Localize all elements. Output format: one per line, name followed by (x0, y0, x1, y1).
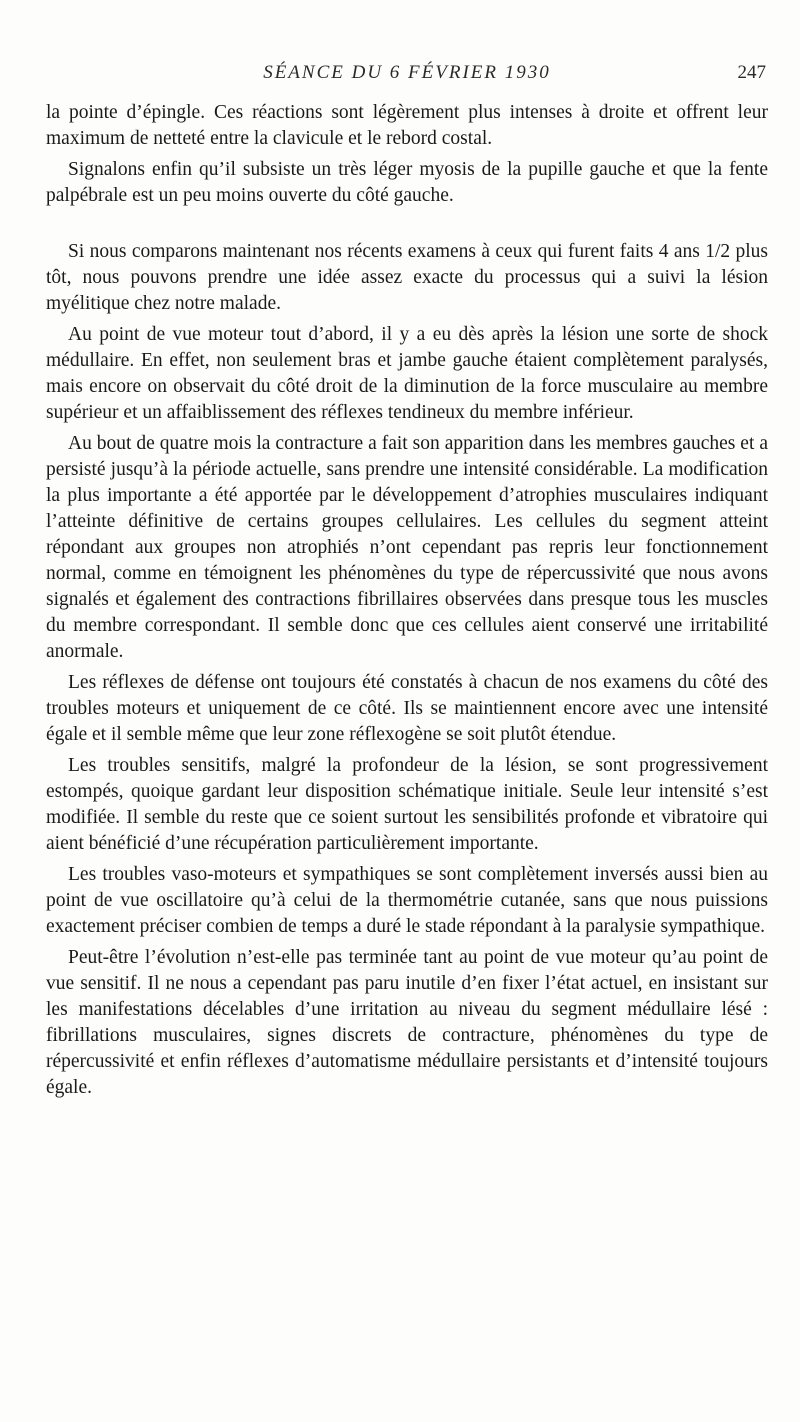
running-title: SÉANCE DU 6 FÉVRIER 1930 (263, 62, 551, 83)
body-text (46, 100, 768, 1101)
paragraph: Si nous comparons maintenant nos récents examens à ceux qui furent faits 4 ans 1/2 plus tôt, nous pouvons prendre une idée assez exacte du processus qui a suivi la lésion myélitique chez notre malade. (46, 241, 768, 314)
paragraph: Les réflexes de défense ont toujours été constatés à chacun de nos examens du côté des troubles moteurs et uniquement de ce côté. Ils se maintiennent encore avec une intensité égale et il semble même que leur zone réflexogène se soit plutôt étendue. (46, 672, 768, 745)
paragraph: Signalons enfin qu’il subsiste un très léger myosis de la pupille gauche et que la fente palpébrale est un peu moins ouverte du côté gauche. (46, 159, 768, 206)
paragraph: Au point de vue moteur tout d’abord, il y a eu dès après la lésion une sorte de shock médullaire. En effet, non seulement bras et jambe gauche étaient complètement paralysés, mais encore on observait du côté droit de la diminution de la force musculaire au membre supérieur et un affaiblissement des réflexes tendineux du membre inférieur. (46, 324, 768, 423)
paragraph: Les troubles sensitifs, malgré la profondeur de la lésion, se sont progressivement estompés, quoique gardant leur disposition schématique initiale. Seule leur intensité s’est modifiée. Il semble du reste que ce soient surtout les sensibilités profonde et vibratoire qui aient bénéficié d’une récupération particulièrement importante. (46, 755, 768, 854)
paragraph: Au bout de quatre mois la contracture a fait son apparition dans les membres gauches et a persisté jusqu’à la période actuelle, sans prendre une intensité considérable. La modification la plus importante a été apportée par le développement d’atrophies musculaires indiquant l’atteinte définitive de certains groupes cellulaires. Les cellules du segment atteint répondant aux groupes non atrophiés n’ont cependant pas repris leur fonctionnement normal, comme en témoignent les phénomènes du type de répercussivité que nous avons signalés et également des contractions fibrillaires observées dans presque tous les muscles du membre correspondant. Il semble donc que ces cellules aient conservé une irritabilité anormale. (46, 433, 768, 662)
page-number: 247 (737, 62, 766, 83)
paragraph: Peut-être l’évolution n’est-elle pas terminée tant au point de vue moteur qu’au point de vue sensitif. Il ne nous a cependant pas paru inutile d’en fixer l’état actuel, en insistant sur les manifestations décelables d’une irritation au niveau du segment médullaire lésé : fibrillations musculaires, signes discrets de contracture, phénomènes du type de répercussivité et enfin réflexes d’automatisme médullaire persistants et d’intensité toujours égale. (46, 947, 768, 1098)
paragraph-continued: la pointe d’épingle. Ces réactions sont légèrement plus intenses à droite et offrent leur maximum de netteté entre la clavicule et le rebord costal. (46, 102, 768, 149)
paragraph: Les troubles vaso-moteurs et sympathiques se sont complètement inversés aussi bien au point de vue oscillatoire qu’à celui de la thermométrie cutanée, sans que nous puissions exactement préciser combien de temps a duré le stade répondant à la paralysie sympathique. (46, 864, 768, 937)
running-head (48, 62, 766, 90)
